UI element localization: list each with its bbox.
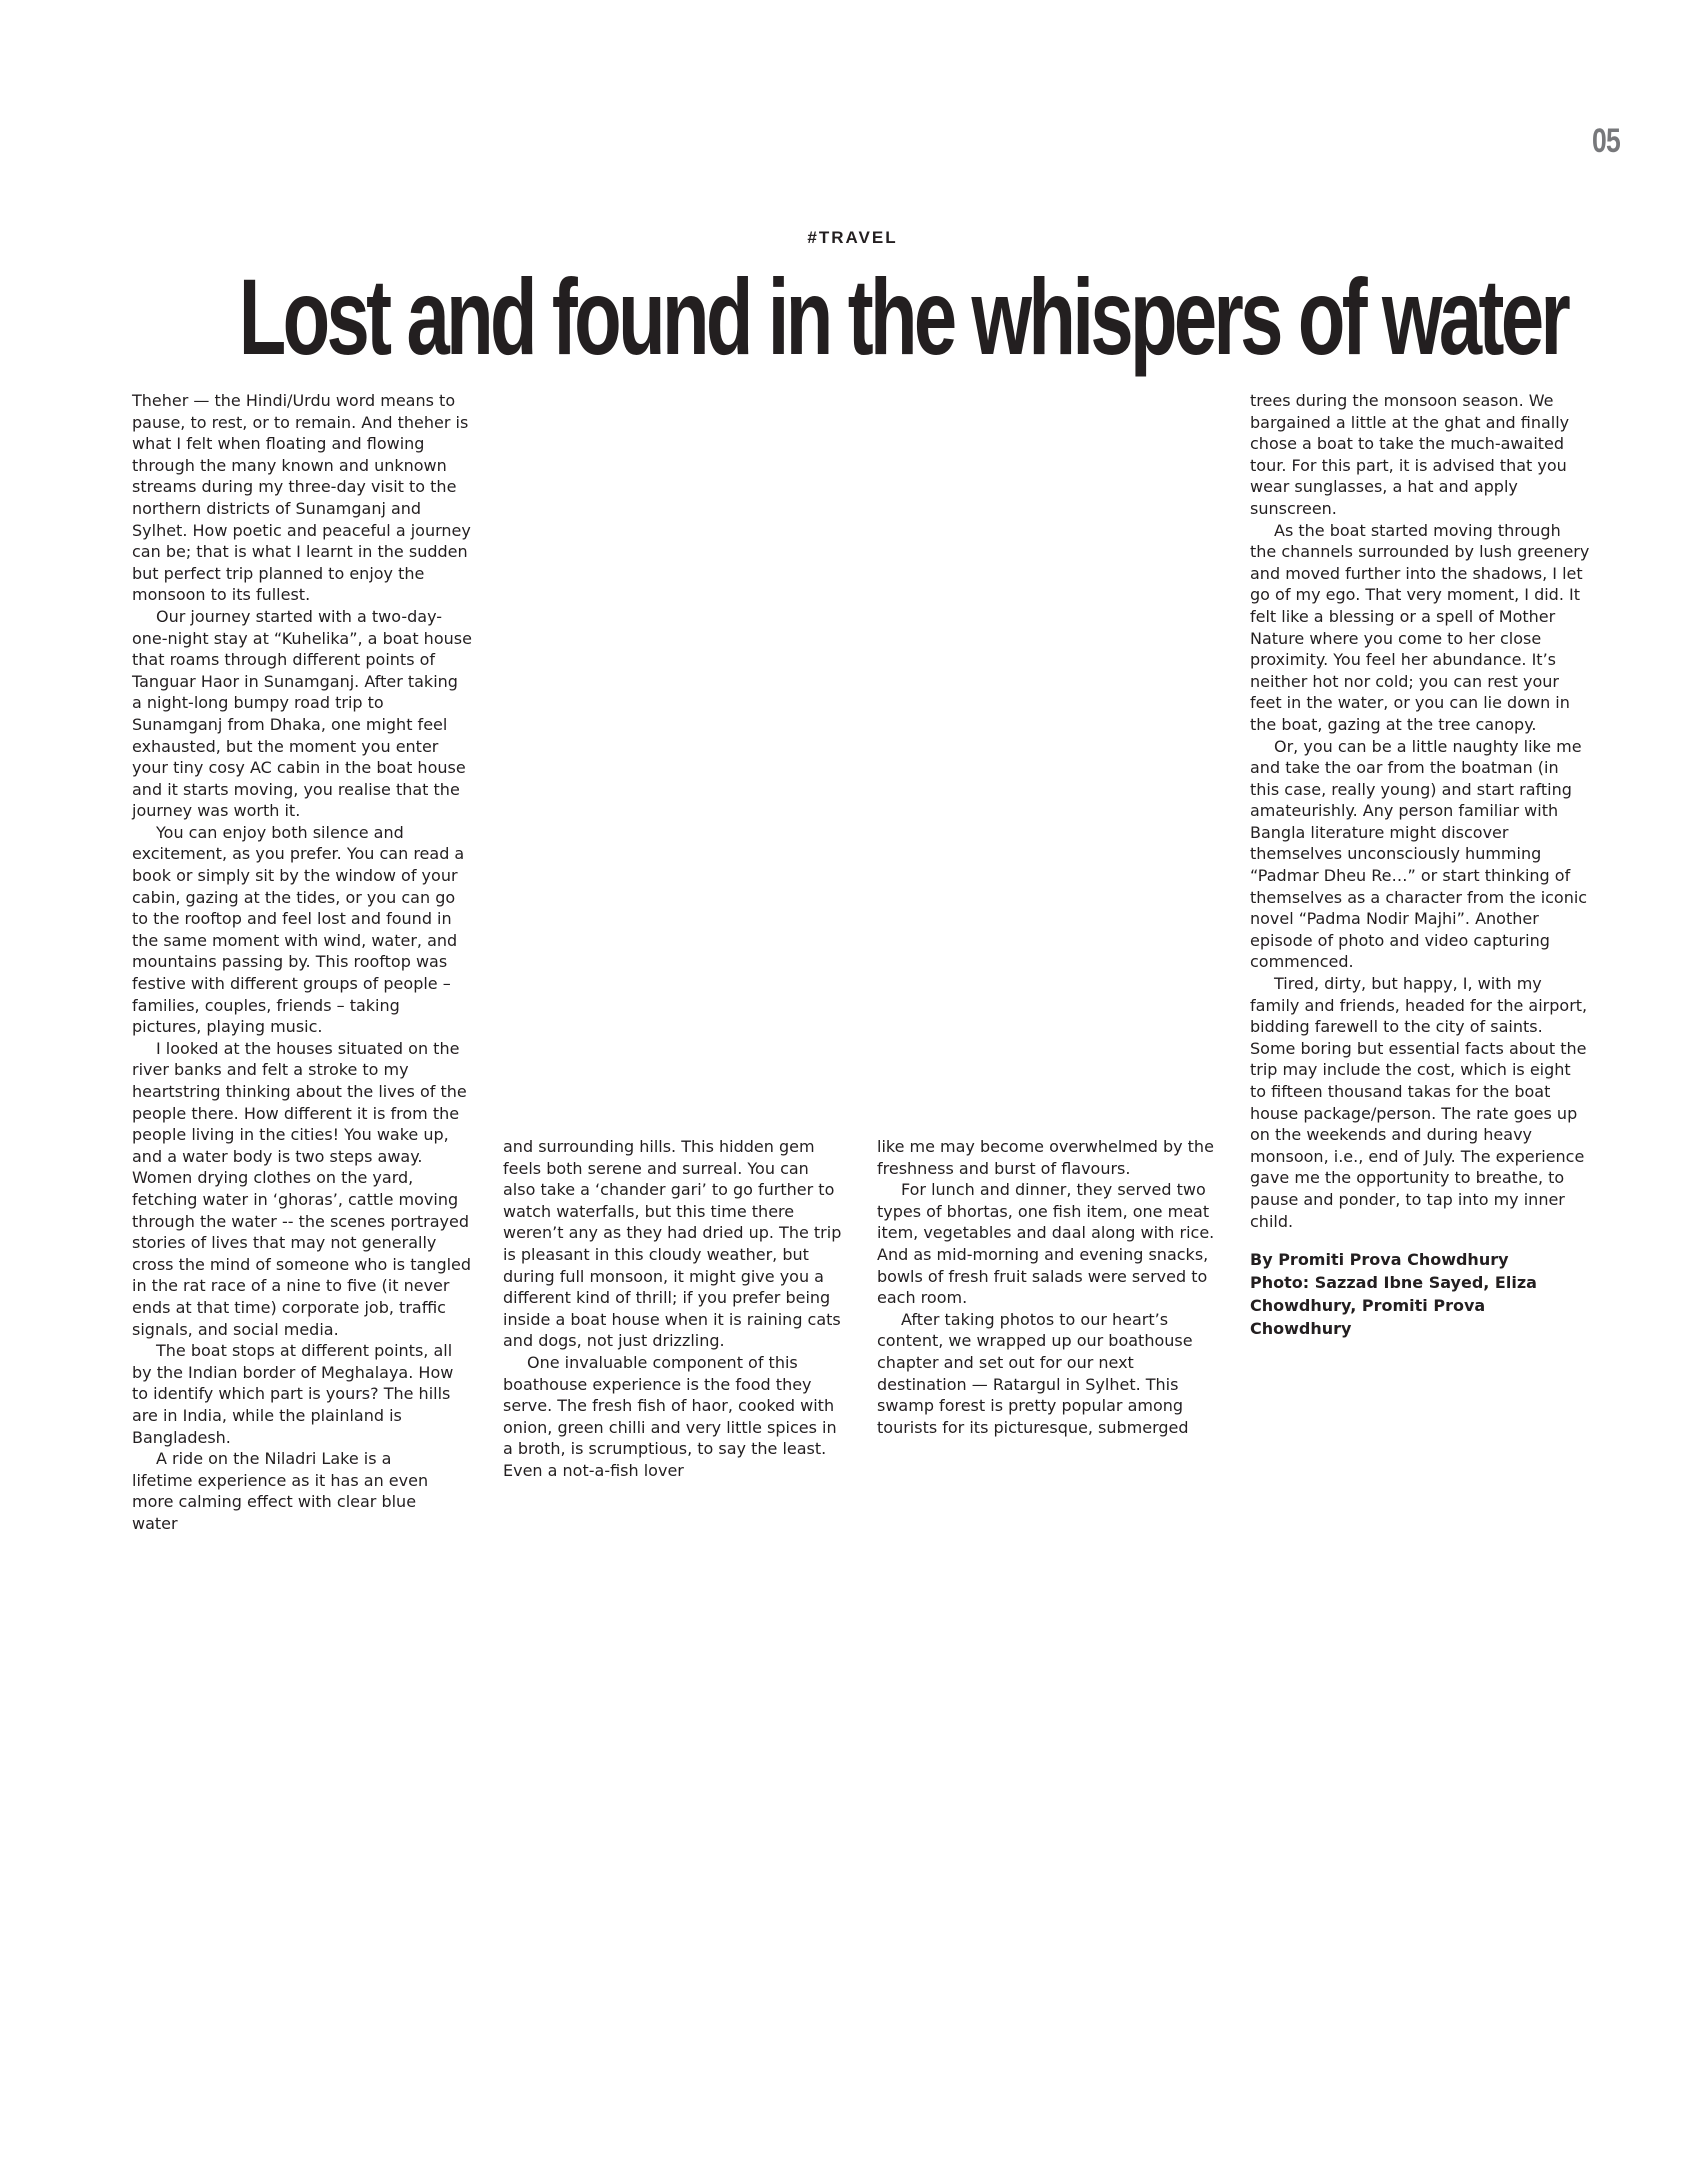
article-column-1 <box>132 390 472 1534</box>
paragraph: One invaluable component of this boathouse experience is the food they serve. The fresh fish of haor, cooked with onion, green chilli and very little spices in a broth, is scrumptious, to say the least. Even a not-a-fish lover <box>503 1352 837 1480</box>
paragraph: You can enjoy both silence and excitement, as you prefer. You can read a book or simply sit by the window of your cabin, gazing at the tides, or you can go to the rooftop and feel lost and found in the same moment with wind, water, and mountains passing by. This rooftop was festive with different groups of people – families, couples, friends – taking pictures, playing music. <box>132 822 465 1037</box>
paragraph: As the boat started moving through the channels surrounded by lush greenery and moved further into the shadows, I let go of my ego. That very moment, I did. It felt like a blessing or a spell of Mother Nature where you come to her close proximity. You feel her abundance. It’s neither hot nor cold; you can rest your feet in the water, or you can lie down in the boat, gazing at the tree canopy. <box>1250 520 1590 734</box>
paragraph: The boat stops at different points, all by the Indian border of Meghalaya. How to identify which part is yours? The hills are in India, while the plainland is Bangladesh. <box>132 1341 454 1447</box>
paragraph: like me may become overwhelmed by the freshness and burst of flavours. <box>877 1137 1214 1178</box>
paragraph: Our journey started with a two-day-one-night stay at “Kuhelika”, a boat house that roams through different points of Tanguar Haor in Sunamganj. After taking a night-long bumpy road trip to Sunamganj from Dhaka, one might feel exhausted, but the moment you enter your tiny cosy AC cabin in the boat house and it starts moving, you realise that the journey was worth it. <box>132 606 472 821</box>
paragraph: Theher — the Hindi/Urdu word means to pause, to rest, or to remain. And theher is what I felt when floating and flowing through the many known and unknown streams during my three-day visit to the northern districts of Sunamganj and Sylhet. How poetic and peaceful a journey can be; that is what I learnt in the sudden but perfect trip planned to enjoy the monsoon to its fullest. <box>132 391 471 605</box>
section-tag: #TRAVEL <box>807 228 898 247</box>
article-column-2 <box>503 1136 843 1482</box>
paragraph: trees during the monsoon season. We bargained a little at the ghat and finally chose a boat to take the much-awaited tour. For this part, it is advised that you wear sunglasses, a hat and apply sunscreen. <box>1250 391 1570 518</box>
byline: By Promiti Prova Chowdhury <box>1250 1250 1509 1270</box>
paragraph: Tired, dirty, but happy, I, with my family and friends, headed for the airport, bidding farewell to the city of saints. Some boring but essential facts about the trip may include the cost, which is eight to fifteen thousand takas for the boat house package/person. The rate goes up on the weekends and during heavy monsoon, i.e., end of July. The experience gave me the opportunity to breathe, to pause and ponder, to tap into my inner child. <box>1250 974 1588 1231</box>
paragraph: A ride on the Niladri Lake is a lifetime experience as it has an even more calming effect with clear blue water <box>132 1449 429 1533</box>
page-number: 05 <box>1592 122 1620 160</box>
headline: Lost and found in the whispers of water <box>238 256 1568 377</box>
article-column-4 <box>1250 390 1590 1340</box>
paragraph: and surrounding hills. This hidden gem feels both serene and surreal. You can also take a ‘chander gari’ to go further to watch waterfalls, but this time there weren’t any as they had dried up. The trip is pleasant in this cloudy weather, but during full monsoon, it might give you a different kind of thrill; if you prefer being inside a boat house when it is raining cats and dogs, not just drizzling. <box>503 1137 842 1351</box>
paragraph: I looked at the houses situated on the river banks and felt a stroke to my heartstring thinking about the lives of the people there. How different it is from the people living in the cities! You wake up, and a water body is two steps away. Women drying clothes on the yard, fetching water in ‘ghoras’, cattle moving through the water -- the scenes portrayed stories of lives that may not generally cross the mind of someone who is tangled in the rat race of a nine to five (it never ends at that time) corporate job, traffic signals, and social media. <box>132 1038 472 1339</box>
paragraph: Or, you can be a little naughty like me and take the oar from the boatman (in this case, really young) and start rafting amateurishly. Any person familiar with Bangla literature might discover themselves unconsciously humming “Padmar Dheu Re…” or start thinking of themselves as a character from the iconic novel “Padma Nodir Majhi”. Another episode of photo and video capturing commenced. <box>1250 736 1588 972</box>
photo-credit: Photo: Sazzad Ibne Sayed, Eliza Chowdhury, Promiti Prova Chowdhury <box>1250 1273 1537 1339</box>
paragraph: After taking photos to our heart’s content, we wrapped up our boathouse chapter and set out for our next destination — Ratargul in Sylhet. This swamp forest is pretty popular among tourists for its picturesque, submerged <box>877 1309 1193 1437</box>
article-column-3 <box>877 1136 1217 1438</box>
paragraph: For lunch and dinner, they served two types of bhortas, one fish item, one meat item, vegetables and daal along with rice. And as mid-morning and evening snacks, bowls of fresh fruit salads were served to each room. <box>877 1180 1215 1308</box>
